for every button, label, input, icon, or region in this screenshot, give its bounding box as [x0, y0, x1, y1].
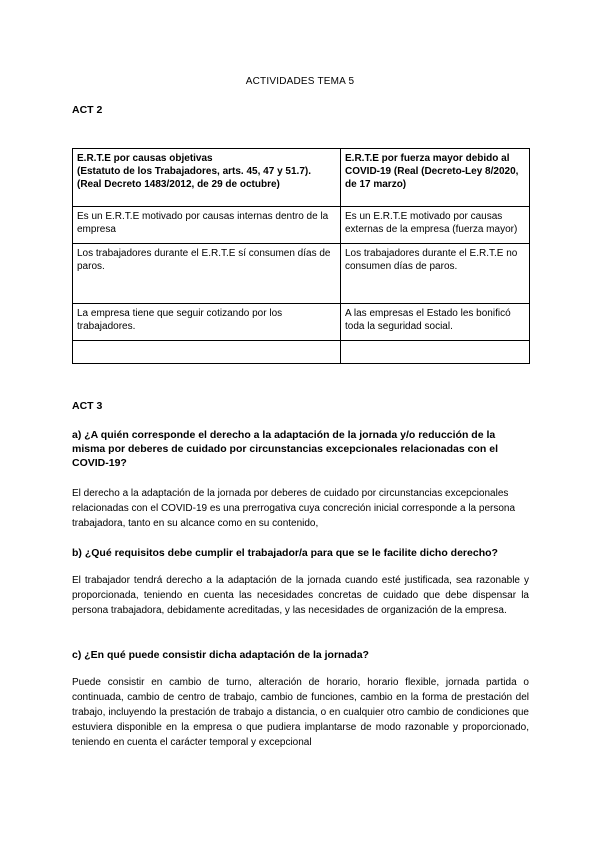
table-row	[73, 244, 530, 304]
header-objective-line3: (Real Decreto 1483/2012, de 29 de octubre)	[77, 179, 280, 190]
answer-a: El derecho a la adaptación de la jornada por deberes de cuidado por circunstancias excepcionales relacionadas con el COVID-19 es una prerrogativa cuya concreción inicial corresponde a la persona trabajadora, tanto en su alcance como en su contenido,	[72, 488, 516, 529]
question-b: b) ¿Qué requisitos debe cumplir el trabajador/a para que se le facilite dicho derecho?	[72, 547, 498, 559]
header-objective-line2: (Estatuto de los Trabajadores, arts. 45, 47 y 51.7).	[77, 166, 311, 177]
document-title: ACTIVIDADES TEMA 5	[245, 76, 355, 87]
table-row	[73, 207, 530, 244]
table-cell: Es un E.R.T.E motivado por causas externas de la empresa (fuerza mayor)	[341, 207, 530, 244]
table-row	[73, 304, 530, 341]
table-cell: Es un E.R.T.E motivado por causas internas dentro de la empresa	[73, 207, 341, 244]
table-cell	[73, 341, 341, 364]
table-cell: Los trabajadores durante el E.R.T.E no consumen días de paros.	[341, 244, 530, 304]
header-cell-objective	[73, 149, 341, 207]
answer-c: Puede consistir en cambio de turno, alteración de horario, horario flexible, jornada partida o continuada, cambio de centro de trabajo, cambio de funciones, cambio en la forma de prestación del trabajo, incluyendo la prestación de trabajo a distancia, o en cualquier otro cambio de condiciones que estuviera disponible en la empresa o que pudiera implantarse de modo razonable y proporcionado, teniendo en cuenta el carácter temporal y excepcional	[72, 677, 529, 748]
table-cell: Los trabajadores durante el E.R.T.E sí consumen días de paros.	[73, 244, 341, 304]
question-a: a) ¿A quién corresponde el derecho a la adaptación de la jornada y/o reducción de la misma por deberes de cuidado por circunstancias excepcionales relacionadas con el COVID-19?	[72, 429, 498, 469]
header-objective-line1: E.R.T.E por causas objetivas	[77, 153, 213, 164]
question-c: c) ¿En qué puede consistir dicha adaptación de la jornada?	[72, 649, 369, 661]
table-cell: A las empresas el Estado les bonificó toda la seguridad social.	[341, 304, 530, 341]
table-cell: La empresa tiene que seguir cotizando por los trabajadores.	[73, 304, 341, 341]
answer-b: El trabajador tendrá derecho a la adaptación de la jornada cuando esté justificada, sea razonable y proporcionada, teniendo en cuenta las necesidades concretas de cuidado que debe dispensar la persona trabajadora, debidamente acreditadas, y las necesidades de organización de la empresa.	[72, 575, 529, 616]
table-row	[73, 341, 530, 364]
table-cell	[341, 341, 530, 364]
act3-heading: ACT 3	[72, 400, 103, 412]
table-header-row	[73, 149, 530, 207]
header-cell-force-majeure: E.R.T.E por fuerza mayor debido al COVID-19 (Real (Decreto-Ley 8/2020, de 17 marzo)	[341, 149, 530, 207]
act2-heading: ACT 2	[72, 104, 103, 116]
erte-comparison-table	[72, 148, 530, 364]
